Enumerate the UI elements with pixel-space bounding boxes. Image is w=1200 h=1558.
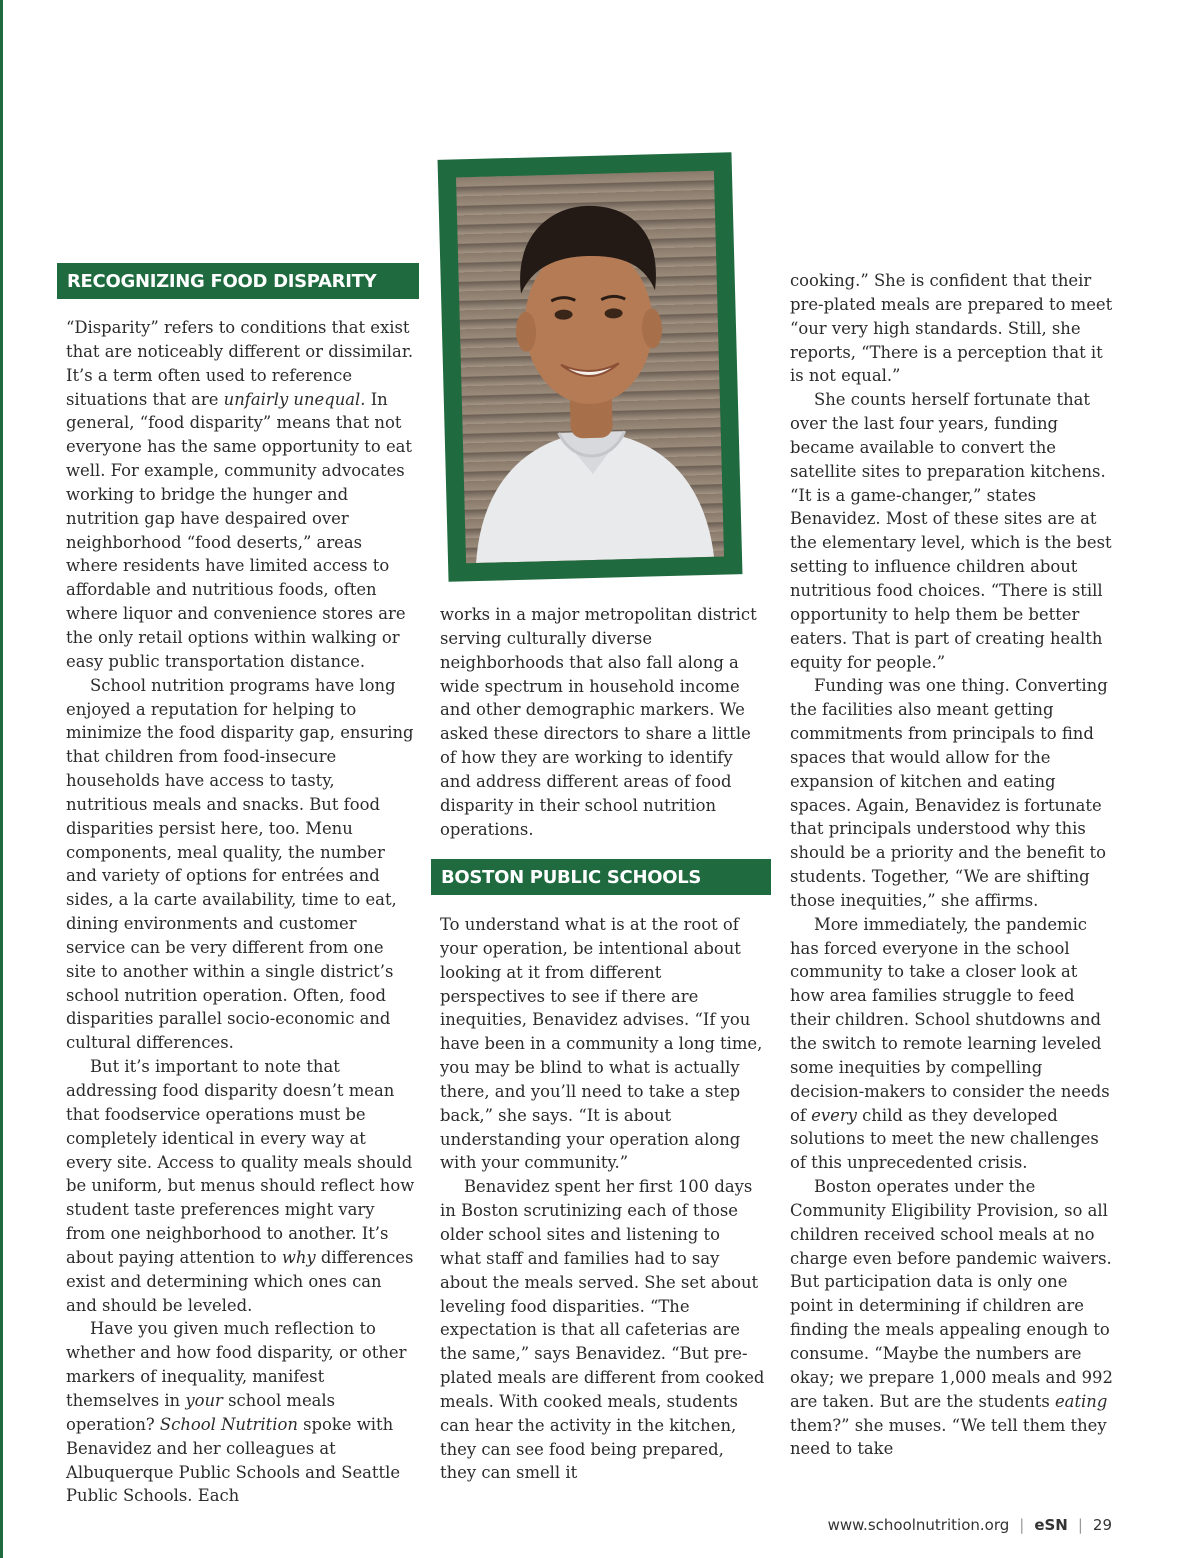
body-paragraph: [66, 316, 416, 674]
body-paragraph: [66, 674, 416, 1056]
text-run: spoke with Benavidez and her colleagues at Albuquerque Public Schools and Seattle Public Schools. Each: [66, 1414, 401, 1506]
italic-text: your: [185, 1390, 223, 1410]
page-footer: [828, 1516, 1112, 1534]
text-run: school meals operation?: [66, 1390, 336, 1434]
body-paragraph: [790, 269, 1115, 388]
column-middle: [440, 603, 765, 841]
text-run: Benavidez spent her first 100 days in Boston scrutinizing each of those older school sites and listening to what staff and families had to say about the meals served. She set about leveling food disparities. “The expectation is that all cafeterias are the same,” says Benavidez. “But pre-plated meals are different from cooked meals. With cooked meals, students can hear the activity in the kitchen, they can see food being prepared, they can smell it: [440, 1177, 765, 1483]
footer-separator: |: [1019, 1516, 1025, 1534]
page-number: 29: [1092, 1516, 1112, 1534]
column-middle-lower: [440, 913, 765, 1485]
text-run: She counts herself fortunate that over the last four years, funding became available to convert the satellite sites to preparation kitchens. “It is a game-changer,” states Benavidez. Most of these sites are at the elementary level, which is the best setting to influence children about nutritious food choices. “There is still opportunity to help them be better eaters. That is part of creating health equity for people.”: [790, 390, 1112, 672]
section-heading-boston: BOSTON PUBLIC SCHOOLS: [431, 859, 771, 895]
column-right: [790, 269, 1115, 1461]
italic-text: why: [281, 1247, 316, 1267]
italic-text: eating: [1054, 1391, 1108, 1411]
body-paragraph: [66, 1055, 416, 1317]
body-paragraph: [440, 1175, 765, 1485]
text-run: Boston operates under the Community Eligibility Provision, so all children received school meals at no charge even before pandemic waivers. But participation data is only one point in determining if children are finding the meals appealing enough to consume. “Maybe the numbers are okay; we prepare 1,000 meals and 992 are taken. But are the students: [790, 1177, 1113, 1411]
text-run: them?” she muses. “We tell them they need to take: [790, 1415, 1107, 1459]
text-run: Funding was one thing. Converting the facilities also meant getting commitments from principals to find spaces that would allow for the expansion of kitchen and eating spaces. Again, Benavidez is fortunate that principals understood why this should be a priority and the benefit to students. Together, “We are shifting those inequities,” she affirms.: [790, 676, 1108, 910]
section-heading-recognizing: RECOGNIZING FOOD DISPARITY: [57, 263, 419, 299]
student-portrait-image: [456, 171, 724, 564]
italic-text: School Nutrition: [159, 1414, 298, 1434]
body-paragraph: [440, 913, 765, 1175]
page-edge-line: [0, 0, 3, 1558]
body-paragraph: [440, 603, 765, 841]
column-left: [66, 316, 416, 1508]
footer-brand: eSN: [1034, 1516, 1068, 1534]
body-paragraph: [790, 1175, 1115, 1461]
italic-text: unfairly unequal.: [223, 389, 366, 409]
body-paragraph: [790, 913, 1115, 1175]
text-run: In general, “food disparity” means that not everyone has the same opportunity to eat well. For example, community advocates working to bridge the hunger and nutrition gap have despaired over neighborhood “food deserts,” areas where residents have limited access to affordable and nutritious foods, often where liquor and convenience stores are the only retail options within walking or easy public transportation distance.: [66, 389, 413, 671]
text-run: But it’s important to note that addressing food disparity doesn’t mean that foodservice operations must be completely identical in every way at every site. Access to quality meals should be uniform, but menus should reflect how student taste preferences might vary from one neighborhood to another. It’s about paying attention to: [66, 1057, 415, 1267]
student-photo-frame: [438, 152, 743, 582]
text-run: child as they developed solutions to meet the new challenges of this unprecedented crisis.: [790, 1105, 1099, 1173]
italic-text: every: [811, 1105, 857, 1125]
body-paragraph: [66, 1317, 416, 1508]
body-paragraph: [790, 674, 1115, 912]
text-run: More immediately, the pandemic has forced everyone in the school community to take a closer look at how area families struggle to feed their children. School shutdowns and the switch to remote learning leveled some inequities by compelling decision-makers to consider the needs of: [790, 914, 1110, 1125]
footer-url[interactable]: www.schoolnutrition.org: [827, 1516, 1010, 1534]
text-run: works in a major metropolitan district serving culturally diverse neighborhoods that also fall along a wide spectrum in household income and other demographic markers. We asked these directors to share a little of how they are working to identify and address different areas of food disparity in their school nutrition operations.: [440, 605, 757, 839]
footer-separator: |: [1077, 1516, 1083, 1534]
text-run: School nutrition programs have long enjoyed a reputation for helping to minimize the food disparity gap, ensuring that children from food-insecure households have access to tasty, nutritious meals and snacks. But food disparities persist here, too. Menu components, meal quality, the number and variety of options for entrées and sides, a la carte availability, time to eat, dining environments and customer service can be very different from one site to another within a single district’s school nutrition operation. Often, food disparities parallel socio-economic and cultural differences.: [66, 675, 414, 1053]
text-run: Have you given much reflection to whether and how food disparity, or other markers of inequality, manifest themselves in: [66, 1319, 407, 1410]
text-run: cooking.” She is confident that their pre-plated meals are prepared to meet “our very high standards. Still, she reports, “There is a perception that it is not equal.”: [790, 271, 1113, 386]
student-photo: [456, 171, 724, 564]
body-paragraph: [790, 388, 1115, 674]
text-run: “Disparity” refers to conditions that exist that are noticeably different or dissimilar. It’s a term often used to reference situations that are: [66, 318, 414, 409]
text-run: To understand what is at the root of your operation, be intentional about looking at it from different perspectives to see if there are inequities, Benavidez advises. “If you have been in a community a long time, you may be blind to what is actually there, and you’ll need to take a step back,” she says. “It is about understanding your operation along with your community.”: [440, 915, 763, 1173]
text-run: differences exist and determining which ones can and should be leveled.: [66, 1247, 414, 1315]
